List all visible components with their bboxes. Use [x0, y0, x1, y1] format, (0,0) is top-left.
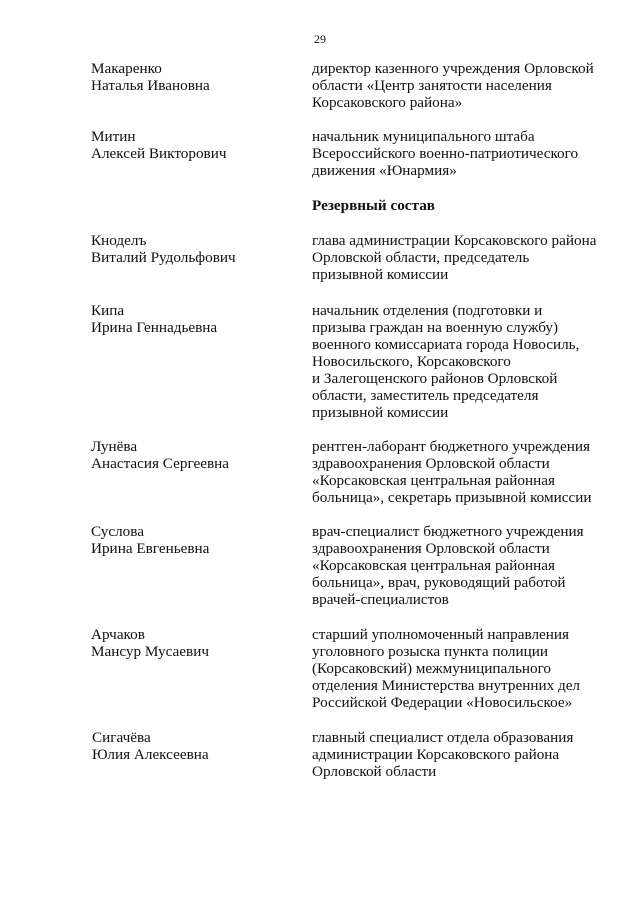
member-role-line: главный специалист отдела образования	[312, 729, 574, 746]
member-role-line: врач-специалист бюджетного учреждения	[312, 523, 584, 540]
member-name-line: Макаренко	[91, 60, 162, 77]
member-name-line: Ирина Геннадьевна	[91, 319, 218, 336]
member-role-line: больница», врач, руководящий работой	[312, 574, 566, 591]
member-name-line: Лунёва	[91, 438, 138, 455]
member-role-line: врачей-специалистов	[312, 591, 449, 608]
member-role-line: рентген-лаборант бюджетного учреждения	[312, 438, 591, 455]
member-role-line: начальник муниципального штаба	[312, 128, 535, 145]
member-role-line: Орловской области, председатель	[312, 249, 530, 266]
member-role-line: Орловской области	[312, 763, 437, 780]
member-role-line: призывной комиссии	[312, 266, 449, 283]
member-role-line: директор казенного учреждения Орловской	[312, 60, 594, 77]
member-role-line: области «Центр занятости населения	[312, 77, 552, 94]
member-role-line: отделения Министерства внутренних дел	[312, 677, 581, 694]
member-name-line: Анастасия Сергеевна	[91, 455, 229, 472]
member-role-line: Российской Федерации «Новосильское»	[312, 694, 573, 711]
member-role-line: призыва граждан на военную службу)	[312, 319, 559, 336]
member-role-line: и Залегощенского районов Орловской	[312, 370, 558, 387]
member-name-line: Сигачёва	[92, 729, 151, 746]
member-role-line: глава администрации Корсаковского района	[312, 232, 597, 249]
member-name-line: Мансур Мусаевич	[91, 643, 209, 660]
member-name-line: Наталья Ивановна	[91, 77, 210, 94]
member-name-line: Виталий Рудольфович	[91, 249, 236, 266]
member-role-line: «Корсаковская центральная районная	[312, 472, 555, 489]
member-name-line: Суслова	[91, 523, 144, 540]
member-role-line: «Корсаковская центральная районная	[312, 557, 555, 574]
member-role-line: здравоохранения Орловской области	[312, 455, 550, 472]
member-role-line: Новосильского, Корсаковского	[312, 353, 511, 370]
member-name-line: Митин	[91, 128, 136, 145]
member-name-line: Алексей Викторович	[91, 145, 227, 162]
member-name-line: Юлия Алексеевна	[92, 746, 209, 763]
member-role-line: движения «Юнармия»	[312, 162, 457, 179]
page-number: 29	[314, 32, 326, 46]
member-role-line: военного комиссариата города Новосиль,	[312, 336, 580, 353]
member-name-line: Кипа	[91, 302, 125, 319]
member-role-line: Всероссийского военно-патриотического	[312, 145, 579, 162]
member-role-line: призывной комиссии	[312, 404, 449, 421]
member-role-line: больница», секретарь призывной комиссии	[312, 489, 592, 506]
member-role-line: области, заместитель председателя	[312, 387, 539, 404]
member-name-line: Арчаков	[91, 626, 145, 643]
member-role-line: здравоохранения Орловской области	[312, 540, 550, 557]
member-role-line: начальник отделения (подготовки и	[312, 302, 543, 319]
member-role-line: Корсаковского района»	[312, 94, 463, 111]
member-role-line: старший уполномоченный направления	[312, 626, 570, 643]
member-role-line: (Корсаковский) межмуниципального	[312, 660, 552, 677]
section-heading-reserve: Резервный состав	[312, 197, 435, 214]
member-role-line: уголовного розыска пункта полиции	[312, 643, 548, 660]
member-name-line: Ирина Евгеньевна	[91, 540, 210, 557]
member-role-line: администрации Корсаковского района	[312, 746, 560, 763]
member-name-line: Кноделъ	[91, 232, 147, 249]
